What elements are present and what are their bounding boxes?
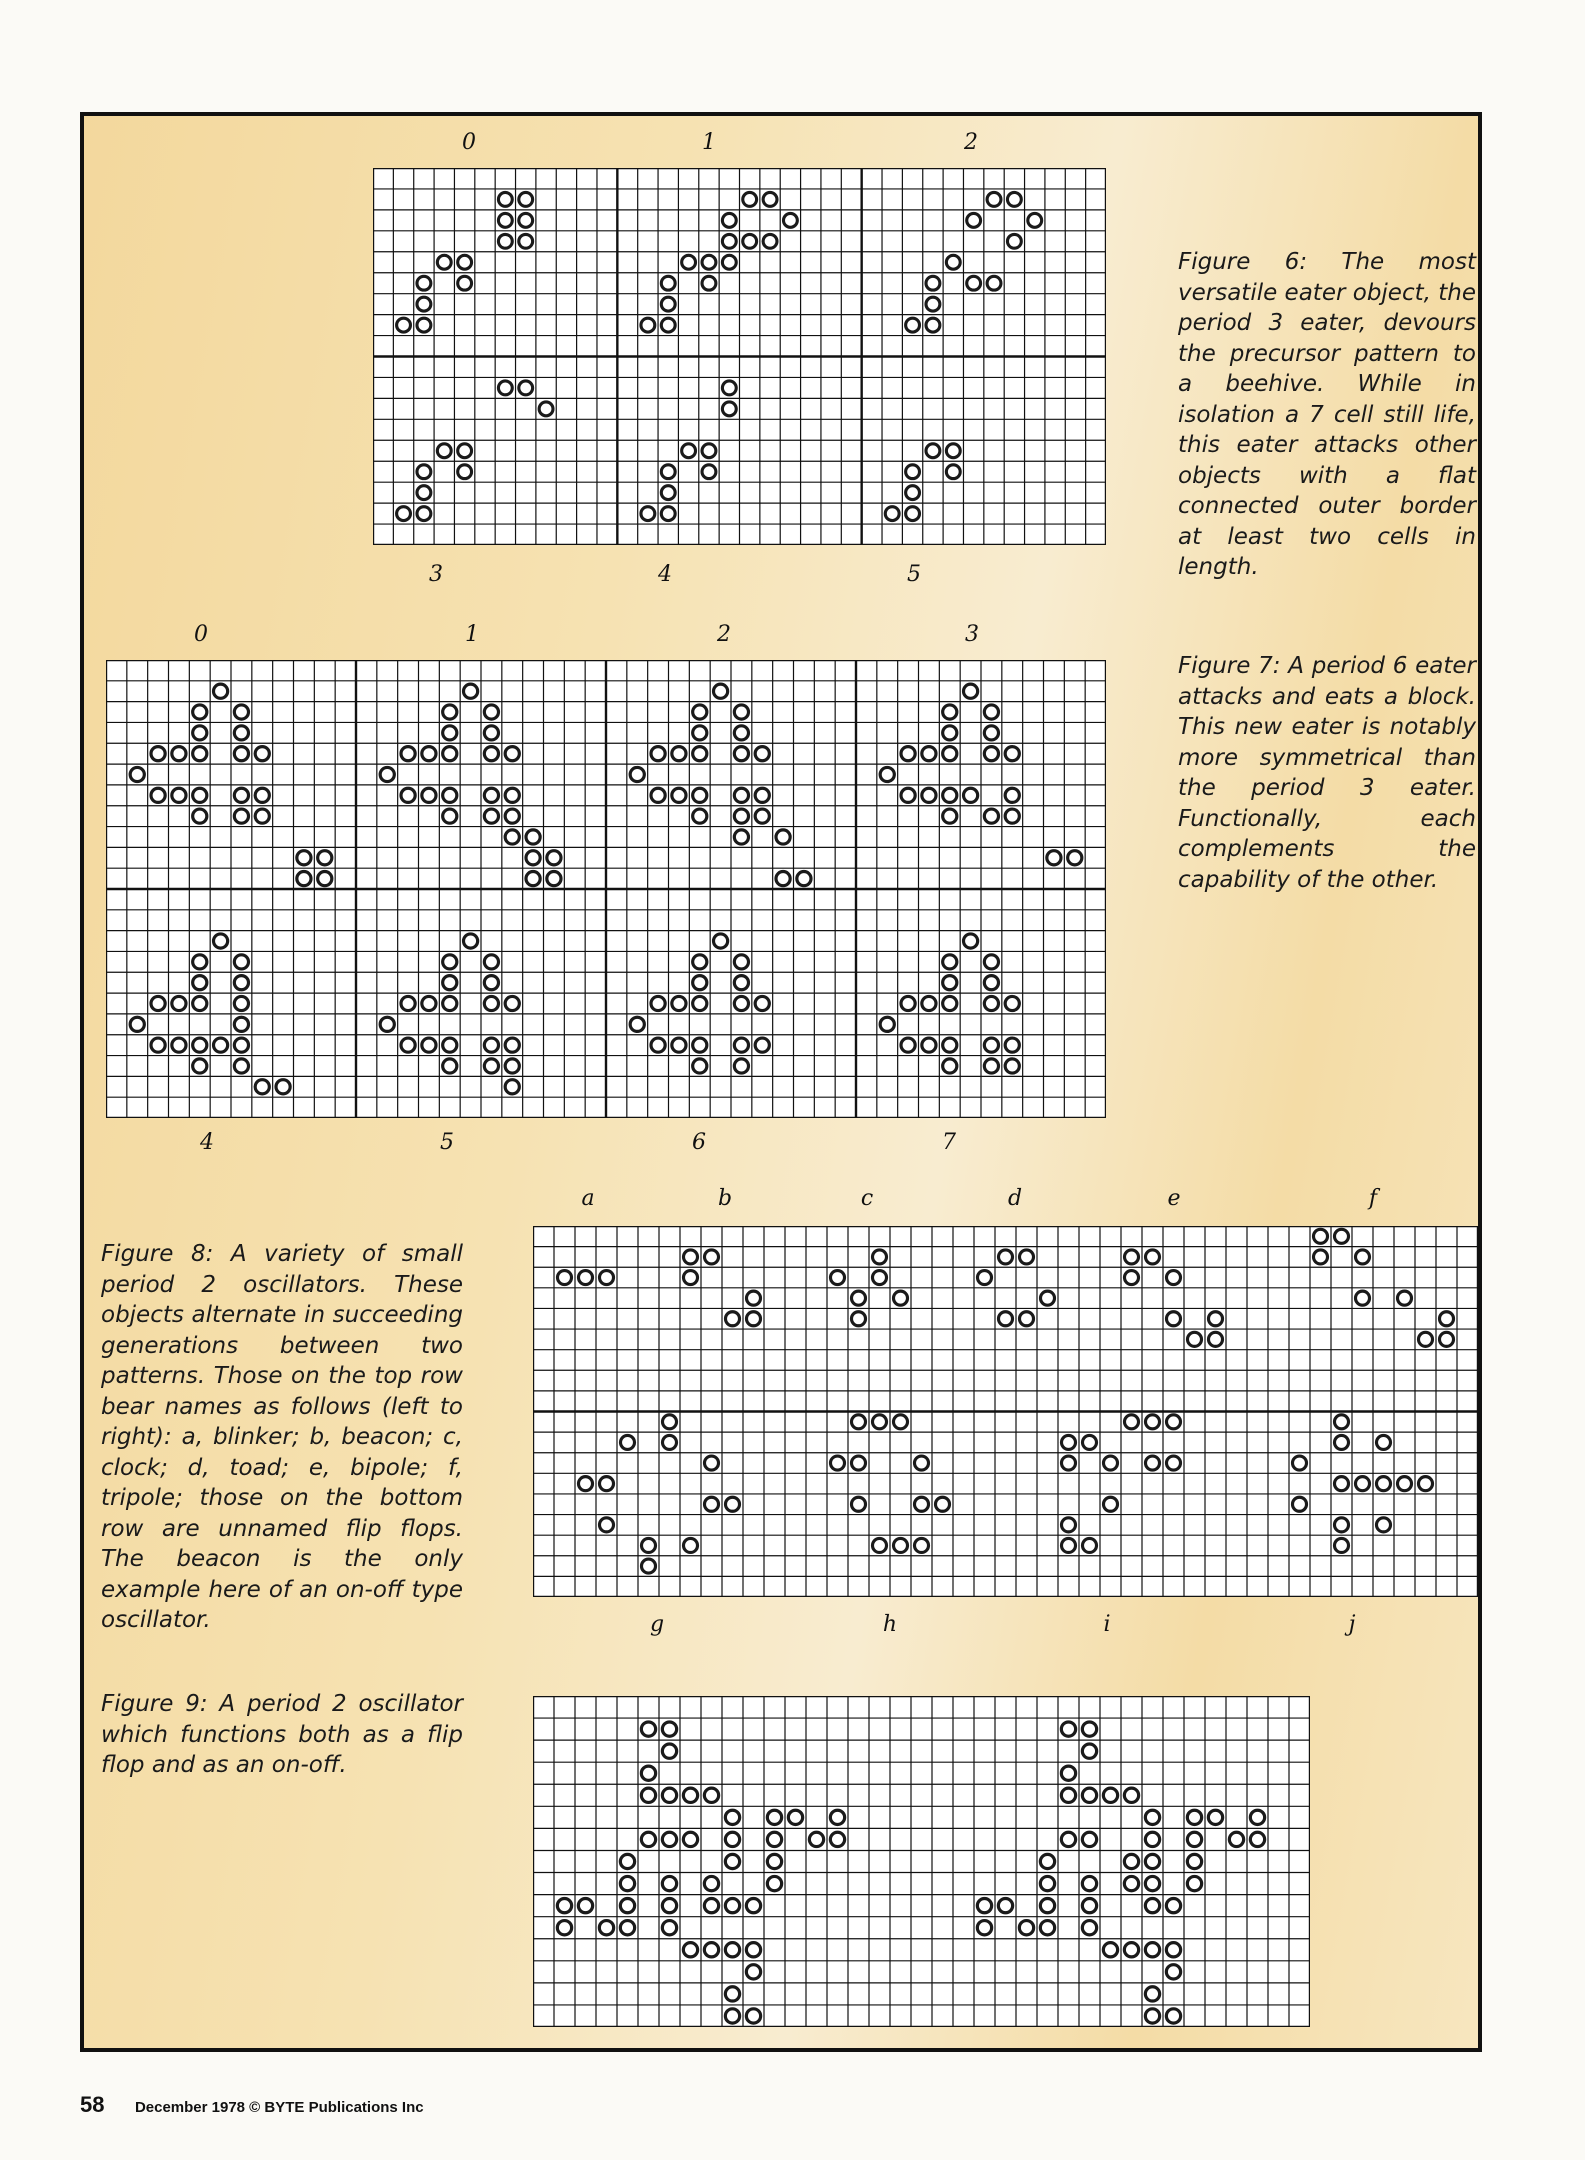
- figure-7-label-top: 2: [717, 622, 731, 647]
- figure-8-label-bottom: g: [649, 1612, 665, 1637]
- figure-7-label-top: 1: [465, 622, 479, 647]
- figure-8-caption: Figure 8: A variety of small period 2 oscillators. These objects alternate in succeeding generations between two patterns. Those on the top row bear names as follows (left to right): a, blinker; b, beacon; c, clock; d, toad; e, bipole; f, tripole; those on the bottom row are unnamed flip flops. The beacon is the only example here of an on-off type oscillator.: [101, 1241, 463, 1633]
- figure-7-grid: [106, 660, 1106, 1118]
- figure-7-label-top: 0: [194, 622, 208, 647]
- figure-7-label-bottom: 7: [942, 1130, 956, 1155]
- page-footer: [80, 2092, 424, 2118]
- figure-6-label-bottom: 3: [429, 562, 443, 587]
- figure-6-grid: [373, 168, 1106, 545]
- figure-6-label-bottom: 4: [658, 562, 672, 587]
- figure-6-label-bottom: 5: [907, 562, 921, 587]
- figure-8-label-top: d: [1007, 1186, 1023, 1211]
- figure-8-label-top: a: [581, 1186, 595, 1211]
- publication-credit: December 1978 © BYTE Publications Inc: [134, 2099, 424, 2116]
- figure-7-label-bottom: 4: [200, 1130, 214, 1155]
- figure-8-label-top: f: [1368, 1186, 1378, 1211]
- figure-7-label-bottom: 6: [692, 1130, 706, 1155]
- figure-8-label-top: e: [1167, 1186, 1181, 1211]
- figure-7-label-bottom: 5: [440, 1130, 454, 1155]
- figure-6-label-top: 2: [964, 130, 978, 155]
- figure-8-label-top: b: [717, 1186, 733, 1211]
- figure-8-label-bottom: j: [1348, 1612, 1356, 1637]
- figure-6-caption: Figure 6: The most versatile eater object, the period 3 eater, devours the precursor pattern to a beehive. While in isolation a 7 cell still life, this eater attacks other objects with a flat connected outer border at least two cells in length.: [1178, 249, 1476, 580]
- figure-8-label-top: c: [860, 1186, 874, 1211]
- figure-6-label-top: 0: [462, 130, 476, 155]
- grid-background: [533, 1696, 1310, 2027]
- figure-9-grid: [533, 1696, 1310, 2027]
- figure-8-label-bottom: h: [882, 1612, 898, 1637]
- figure-7-caption: Figure 7: A period 6 eater attacks and eats a block. This new eater is notably more symmetrical than the period 3 eater. Functionally, each complements the capability of the other.: [1178, 653, 1476, 893]
- figure-8-label-bottom: i: [1103, 1612, 1111, 1637]
- page-number: 58: [80, 2092, 105, 2117]
- figure-9-caption: Figure 9: A period 2 oscillator which functions both as a flip flop and as an on-off.: [101, 1691, 463, 1778]
- figure-7-label-top: 3: [965, 622, 979, 647]
- figure-6-label-top: 1: [702, 130, 716, 155]
- figure-8-grid: [533, 1226, 1478, 1597]
